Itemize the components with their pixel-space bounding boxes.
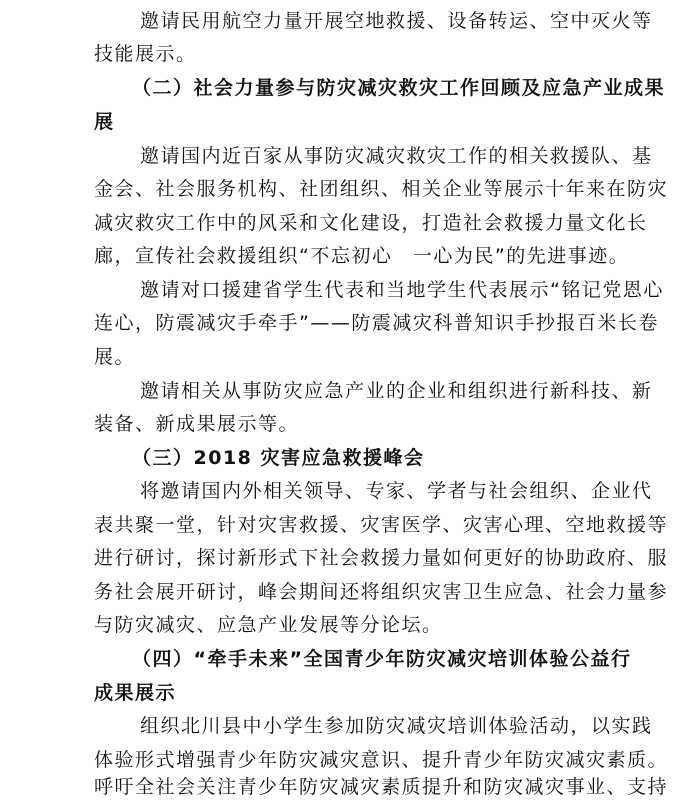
text-line: 装备、新成果展示等。 xyxy=(94,413,300,435)
text-line: 务社会展开研讨，峰会期间还将组织灾害卫生应急、社会力量参 xyxy=(94,581,669,603)
heading-line: （四）“牵手未来”全国青少年防灾减灾培训体验公益行 xyxy=(132,648,632,670)
text-line: 组织北川县中小学生参加防灾减灾培训体验活动，以实践 xyxy=(140,715,653,737)
text-line: 呼吁全社会关注青少年防灾减灾素质提升和防灾减灾事业、支持 xyxy=(94,776,669,798)
heading-line: （三）2018 灾害应急救援峰会 xyxy=(132,447,425,469)
text-line: 邀请相关从事防灾应急产业的企业和组织进行新科技、新 xyxy=(140,380,653,402)
text-line: 技能展示。 xyxy=(94,43,197,65)
text-line: 体验形式增强青少年防灾减灾意识、提升青少年防灾减灾素质。 xyxy=(94,749,669,771)
text-line: 连心，防震减灾手牵手”——防震减灾科普知识手抄报百米长卷 xyxy=(94,312,659,334)
text-line: 邀请对口援建省学生代表和当地学生代表展示“铭记党恩心 xyxy=(140,279,664,301)
text-line: 减灾救灾工作中的风采和文化建设，打造社会救援力量文化长 xyxy=(94,212,648,234)
text-line: 邀请民用航空力量开展空地救援、设备转运、空中灭火等 xyxy=(140,10,653,32)
text-line: 进行研讨，探讨新形式下社会救援力量如何更好的协助政府、服 xyxy=(94,547,669,569)
text-line: 表共聚一堂，针对灾害救援、灾害医学、灾害心理、空地救援等 xyxy=(94,514,669,536)
heading-line: （二）社会力量参与防灾减灾救灾工作回顾及应急产业成果 xyxy=(132,77,666,99)
text-line: 廊，宣传社会救援组织“不忘初心 一心为民”的先进事迹。 xyxy=(94,245,630,267)
text-line: 将邀请国内外相关领导、专家、学者与社会组织、企业代 xyxy=(140,480,653,502)
text-line: 展。 xyxy=(94,346,136,368)
text-line: 与防灾减灾、应急产业发展等分论坛。 xyxy=(94,614,443,636)
heading-line: 展 xyxy=(94,111,115,133)
heading-line: 成果展示 xyxy=(94,682,177,704)
text-line: 金会、社会服务机构、社团组织、相关企业等展示十年来在防灾 xyxy=(94,178,669,200)
text-line: 邀请国内近百家从事防灾减灾救灾工作的相关救援队、基 xyxy=(140,145,653,167)
